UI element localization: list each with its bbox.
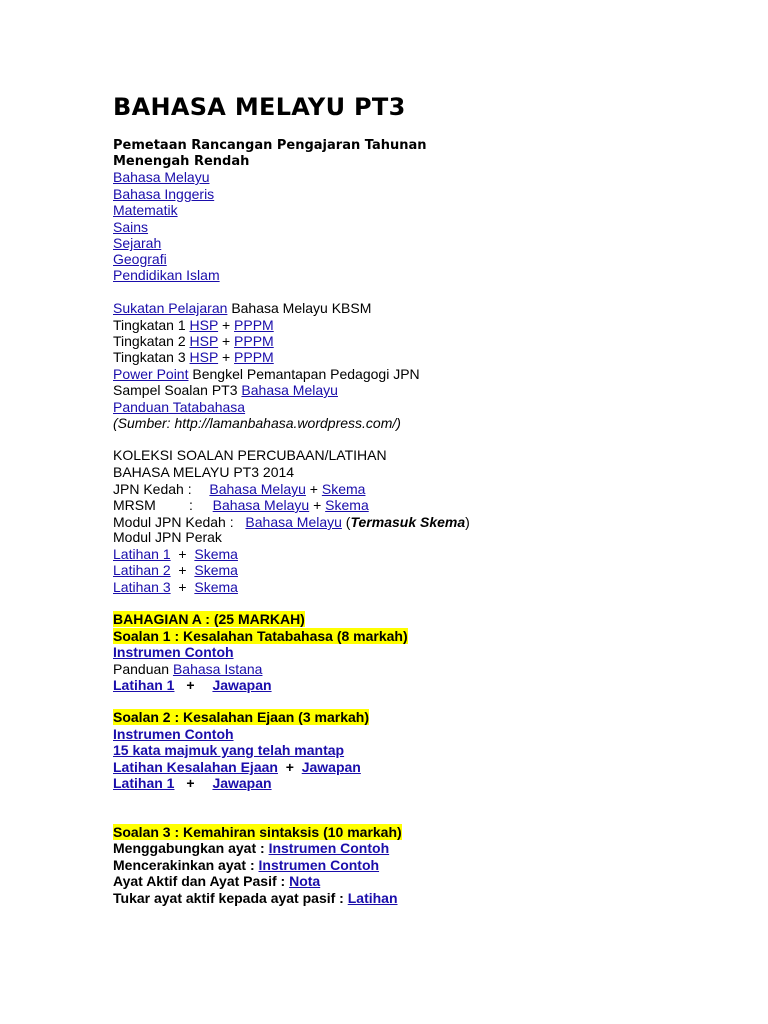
- link-pppm-t1[interactable]: PPPM: [234, 317, 274, 333]
- link-jpn-kedah-skema[interactable]: Skema: [321, 481, 366, 497]
- plus-sign: +: [186, 775, 195, 791]
- bahagian-a-heading: BAHAGIAN A : (25 MARKAH): [113, 611, 305, 627]
- rpt-heading: Pemetaan Rancangan Pengajaran Tahunan: [113, 138, 427, 153]
- link-jawapan-s1[interactable]: Jawapan: [212, 677, 272, 693]
- soalan-3-heading: Soalan 3 : Kemahiran sintaksis (10 markah): [113, 824, 402, 840]
- modul-perak: Modul JPN Perak: [113, 529, 222, 545]
- link-latihan-2[interactable]: Latihan 2: [113, 562, 171, 578]
- sukatan-line: [113, 300, 371, 317]
- tingkatan-1-label: Tingkatan 1: [113, 317, 186, 333]
- link-latihan-ayat-pasif[interactable]: Latihan: [347, 890, 398, 906]
- sumber-note: (Sumber: http://lamanbahasa.wordpress.com/): [113, 415, 401, 431]
- link-bahasa-melayu[interactable]: Bahasa Melayu: [113, 169, 210, 185]
- link-instrumen-contoh-3[interactable]: Instrumen Contoh: [268, 840, 390, 856]
- link-jawapan-s2[interactable]: Jawapan: [212, 775, 272, 791]
- link-instrumen-contoh-1[interactable]: Instrumen Contoh: [113, 644, 234, 660]
- link-hsp-t2[interactable]: HSP: [189, 333, 219, 349]
- jpn-kedah-line: [113, 481, 365, 498]
- link-sukatan-pelajaran[interactable]: Sukatan Pelajaran: [113, 300, 228, 316]
- link-panduan-tatabahasa[interactable]: Panduan Tatabahasa: [113, 399, 246, 415]
- plus-sign: +: [178, 546, 187, 562]
- link-skema-3[interactable]: Skema: [194, 579, 238, 595]
- plus-sign: +: [178, 579, 187, 595]
- jpn-kedah-label: JPN Kedah :: [113, 481, 192, 497]
- powerpoint-line: [113, 366, 420, 383]
- link-mrsm-skema[interactable]: Skema: [325, 497, 369, 513]
- link-modul-kedah-bm[interactable]: Bahasa Melayu: [245, 514, 342, 530]
- tukar-ayat-line: [113, 890, 398, 907]
- powerpoint-text: Bengkel Pemantapan Pedagogi JPN: [192, 366, 420, 382]
- link-sejarah[interactable]: Sejarah: [113, 235, 162, 251]
- plus-sign: +: [178, 562, 187, 578]
- modul-kedah-label: Modul JPN Kedah :: [113, 514, 234, 530]
- plus-sign: +: [285, 759, 294, 775]
- latihan-jawapan-line-2: [113, 775, 272, 792]
- plus-sign: +: [221, 349, 231, 365]
- latihan-1-line: [113, 546, 238, 563]
- tukar-ayat-label: Tukar ayat aktif kepada ayat pasif :: [113, 890, 344, 906]
- link-instrumen-contoh-4[interactable]: Instrumen Contoh: [258, 857, 380, 873]
- link-skema-2[interactable]: Skema: [194, 562, 238, 578]
- mrsm-label: MRSM: [113, 497, 156, 513]
- link-geografi[interactable]: Geografi: [113, 251, 167, 267]
- link-latihan-3[interactable]: Latihan 3: [113, 579, 171, 595]
- plus-sign: +: [309, 481, 318, 497]
- link-latihan-1-s1[interactable]: Latihan 1: [113, 677, 175, 693]
- mencerakin-label: Mencerakinkan ayat :: [113, 857, 255, 873]
- plus-sign: +: [313, 497, 322, 513]
- ayat-aktif-line: [113, 873, 320, 890]
- link-matematik[interactable]: Matematik: [113, 202, 178, 218]
- tingkatan-2-label: Tingkatan 2: [113, 333, 186, 349]
- koleksi-heading: KOLEKSI SOALAN PERCUBAAN/LATIHAN: [113, 447, 387, 463]
- menggabung-label: Menggabungkan ayat :: [113, 840, 265, 856]
- mencerakin-line: [113, 857, 379, 874]
- link-jawapan-ejaan[interactable]: Jawapan: [301, 759, 361, 775]
- latihan-3-line: [113, 579, 238, 596]
- link-hsp-t1[interactable]: HSP: [189, 317, 219, 333]
- tingkatan-1-line: [113, 317, 274, 334]
- modul-kedah-line: Modul JPN Kedah : Bahasa Melayu (Termasuk Skema): [113, 514, 470, 530]
- colon: :: [189, 497, 193, 513]
- link-nota[interactable]: Nota: [289, 873, 321, 889]
- sampel-text: Sampel Soalan PT3: [113, 382, 238, 398]
- link-jpn-kedah-bm[interactable]: Bahasa Melayu: [209, 481, 306, 497]
- panduan-text: Panduan: [113, 661, 170, 677]
- mrsm-line: [113, 497, 369, 514]
- link-latihan-1[interactable]: Latihan 1: [113, 546, 171, 562]
- link-kata-majmuk[interactable]: 15 kata majmuk yang telah mantap: [113, 742, 345, 758]
- link-latihan-kesalahan-ejaan[interactable]: Latihan Kesalahan Ejaan: [113, 759, 278, 775]
- termasuk-skema: Termasuk Skema: [350, 514, 466, 530]
- link-bahasa-inggeris[interactable]: Bahasa Inggeris: [113, 186, 215, 202]
- link-mrsm-bm[interactable]: Bahasa Melayu: [212, 497, 310, 513]
- link-instrumen-contoh-2[interactable]: Instrumen Contoh: [113, 726, 234, 742]
- koleksi-subheading: BAHASA MELAYU PT3 2014: [113, 464, 295, 480]
- link-power-point[interactable]: Power Point: [113, 366, 189, 382]
- plus-sign: +: [186, 677, 195, 693]
- panduan-istana-line: [113, 661, 262, 678]
- soalan-1-heading: Soalan 1 : Kesalahan Tatabahasa (8 markah): [113, 628, 408, 644]
- link-bahasa-istana[interactable]: Bahasa Istana: [172, 661, 263, 677]
- link-sains[interactable]: Sains: [113, 219, 149, 235]
- link-pppm-t2[interactable]: PPPM: [234, 333, 274, 349]
- link-latihan-1-s2[interactable]: Latihan 1: [113, 775, 175, 791]
- link-pppm-t3[interactable]: PPPM: [234, 349, 274, 365]
- tingkatan-3-label: Tingkatan 3: [113, 349, 186, 365]
- menggabung-line: [113, 840, 389, 857]
- latihan-ejaan-line: [113, 759, 361, 776]
- link-pendidikan-islam[interactable]: Pendidikan Islam: [113, 267, 220, 283]
- plus-sign: +: [221, 333, 231, 349]
- latihan-2-line: [113, 562, 238, 579]
- tingkatan-3-line: [113, 349, 274, 366]
- link-hsp-t3[interactable]: HSP: [189, 349, 219, 365]
- link-skema-1[interactable]: Skema: [194, 546, 238, 562]
- soalan-2-heading: Soalan 2 : Kesalahan Ejaan (3 markah): [113, 709, 369, 725]
- page-title: BAHASA MELAYU PT3: [113, 93, 406, 121]
- link-sampel-bahasa-melayu[interactable]: Bahasa Melayu: [241, 382, 338, 398]
- tingkatan-2-line: [113, 333, 274, 350]
- sampel-line: [113, 382, 338, 399]
- latihan-jawapan-line-1: [113, 677, 272, 694]
- sukatan-suffix: Bahasa Melayu KBSM: [231, 300, 372, 316]
- rpt-subheading: Menengah Rendah: [113, 154, 250, 169]
- plus-sign: +: [221, 317, 231, 333]
- ayat-aktif-label: Ayat Aktif dan Ayat Pasif :: [113, 873, 286, 889]
